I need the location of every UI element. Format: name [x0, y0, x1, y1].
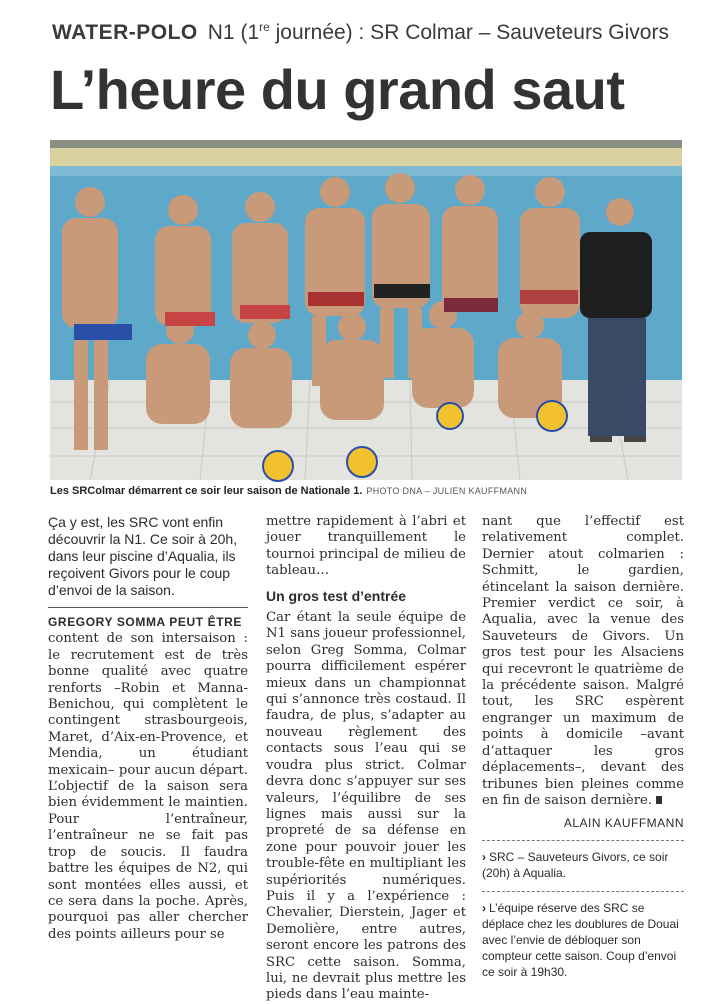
kicker — [52, 20, 692, 50]
headline: L’heure du grand saut — [50, 58, 625, 121]
col2-body: Car étant la seule équipe de N1 sans joueur professionnel, selon Greg Somma, Colmar pourra difficilement espérer mieux dans un championnat qui s’annonce très costaud. Il faudra, de plus, s’adapter au nouveau règlement des contacts sous l’eau qui se voudra plus strict. Colmar devra donc s’appuyer sur ses valeurs, l’équilibre de ses lignes mais aussi sur la propreté de sa défense en zone pour pouvoir jouer les trouble-fête en multipliant les supériorités numériques. Puis il y a l’expérience : Chevalier, Dierstein, Jager et Demolière, entre autres, seront encore les patrons des SRC cette saison. Somma, lui, ne devrait plus mettre les pieds dans l’eau mainte- — [266, 610, 466, 1003]
col1-body: content de son intersaison : le recrutement est de très bonne qualité avec quatre renforts –Robin et Manna-Benichou, qui complètent le contingent strasbourgeois, Maret, d’Aix-en-Provence, et Mendia, un étudiant mexicain– pour aucun départ. L’objectif de la saison sera bien évidemment le maintien. Pour l’entraîneur, l’entraîneur ne se fait pas trop de soucis. Il faudra battre les équipes de N2, qui sont montées elles aussi, et ce sera dans la poche. Après, pourquoi pas aller chercher des points ailleurs pour se — [48, 631, 248, 942]
info-text: L’équipe réserve des SRC se déplace chez les doublures de Douai avec l’envie de débloquer son compteur cette saison. Coup d’envoi ce soir à 19h30. — [482, 900, 679, 979]
info-box-reserve — [482, 891, 684, 980]
team-photo-illustration — [50, 140, 682, 480]
arrow-icon: › — [482, 849, 486, 864]
arrow-icon: › — [482, 900, 486, 915]
match-pre: N1 (1 — [207, 21, 260, 44]
article-intro: Ça y est, les SRC vont enfin découvrir la N1. Ce soir à 20h, dans leur piscine d’Aqualia, ils reçoivent Givors pour le coup d’envoi de la saison. — [48, 514, 238, 598]
photo-caption — [50, 485, 690, 497]
match-post: journée) : SR Colmar – Sauveteurs Givors — [269, 21, 669, 44]
team-photo — [50, 140, 682, 480]
end-mark-icon — [656, 796, 662, 804]
photo-credit: PHOTO DNA – JULIEN KAUFFMANN — [366, 486, 528, 496]
article-column-3 — [482, 514, 684, 980]
article-column-2 — [266, 514, 466, 1004]
info-box-match — [482, 840, 684, 881]
subheading: Un gros test d’entrée — [266, 587, 407, 604]
col3-paragraph — [482, 514, 684, 809]
lead-in: GREGORY SOMMA PEUT ÊTRE — [48, 615, 243, 629]
author-byline: ALAIN KAUFFMANN — [563, 816, 684, 831]
article-paragraph-1 — [48, 614, 248, 943]
intro-divider — [48, 607, 248, 608]
match-sup: re — [259, 20, 270, 34]
col3-body: nant que l’effectif est relativement complet. Dernier atout colmarien : Schmitt, le gardien, étincelant la saison dernière. Premier verdict ce soir, à Aqualia, avec la venue des Sauveteurs de Givors. Un gros test pour les Alsaciens qui recevront le quatrième de la précédente saison. Malgré tout, les SRC espèrent engranger un maximum de points à domicile –avant d’attaquer les gros déplacements–, devant des tribunes bien pleines comme en fin de saison dernière. — [482, 514, 684, 808]
info-text: SRC – Sauveteurs Givors, ce soir (20h) à Aqualia. — [482, 849, 669, 880]
col2-top: mettre rapidement à l’abri et jouer tranquillement le tournoi principal de milieu de tableau… — [266, 514, 466, 579]
caption-text: Les SRColmar démarrent ce soir leur saison de Nationale 1. — [50, 485, 363, 497]
section-label: WATER-POLO — [52, 21, 198, 44]
article-column-1 — [48, 514, 248, 943]
